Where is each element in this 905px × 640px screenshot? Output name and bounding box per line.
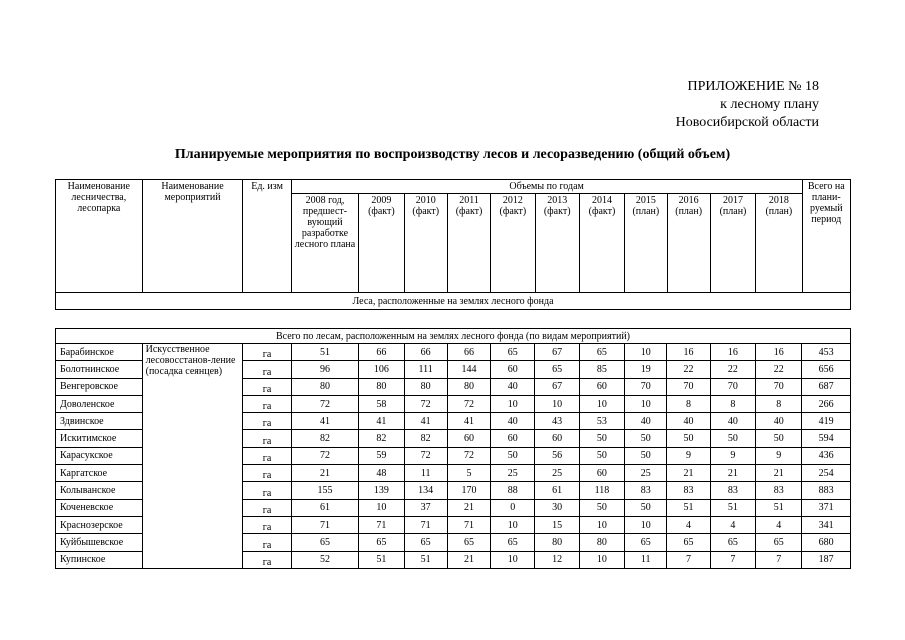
value-cell: 25 (625, 465, 667, 482)
forestry-name: Куйбышевское (56, 534, 143, 551)
value-cell: 67 (535, 378, 579, 395)
value-cell: 7 (710, 551, 755, 568)
table-row (56, 344, 851, 361)
value-cell: 58 (359, 395, 404, 412)
value-cell: 40 (491, 378, 535, 395)
header-year: 2016 (план) (667, 194, 710, 293)
value-cell: 22 (756, 361, 802, 378)
value-cell: 10 (579, 516, 624, 533)
value-cell: 61 (535, 482, 579, 499)
value-cell: 48 (359, 465, 404, 482)
appendix-ref: к лесному плану (720, 97, 819, 112)
section-total-label: Всего по лесам, расположенным на землях лесного фонда (по видам мероприятий) (56, 329, 851, 344)
value-cell: 111 (404, 361, 447, 378)
unit-cell: га (243, 499, 291, 516)
total-cell: 656 (802, 361, 851, 378)
header-year: 2014 (факт) (579, 194, 624, 293)
value-cell: 40 (710, 413, 755, 430)
value-cell: 10 (579, 551, 624, 568)
header-year: 2017 (план) (710, 194, 755, 293)
value-cell: 41 (291, 413, 358, 430)
value-cell: 80 (535, 534, 579, 551)
total-cell: 341 (802, 516, 851, 533)
value-cell: 51 (710, 499, 755, 516)
total-cell: 254 (802, 465, 851, 482)
total-cell: 594 (802, 430, 851, 447)
value-cell: 50 (491, 447, 535, 464)
value-cell: 53 (579, 413, 624, 430)
value-cell: 19 (625, 361, 667, 378)
unit-cell: га (243, 395, 291, 412)
value-cell: 21 (710, 465, 755, 482)
value-cell: 60 (447, 430, 490, 447)
value-cell: 60 (535, 430, 579, 447)
forestry-name: Каргатское (56, 465, 143, 482)
total-cell: 436 (802, 447, 851, 464)
value-cell: 9 (667, 447, 710, 464)
value-cell: 170 (447, 482, 490, 499)
header-row-top (56, 180, 851, 194)
unit-cell: га (243, 516, 291, 533)
value-cell: 65 (756, 534, 802, 551)
total-cell: 883 (802, 482, 851, 499)
value-cell: 11 (404, 465, 447, 482)
value-cell: 85 (579, 361, 624, 378)
value-cell: 106 (359, 361, 404, 378)
value-cell: 66 (359, 344, 404, 361)
value-cell: 65 (579, 344, 624, 361)
value-cell: 70 (710, 378, 755, 395)
value-cell: 21 (667, 465, 710, 482)
appendix-label (676, 78, 819, 132)
value-cell: 40 (756, 413, 802, 430)
value-cell: 80 (579, 534, 624, 551)
value-cell: 50 (579, 447, 624, 464)
page-title: Планируемые мероприятия по воспроизводству лесов и лесоразведению (общий объем) (174, 147, 731, 162)
total-cell: 187 (802, 551, 851, 568)
value-cell: 41 (447, 413, 490, 430)
value-cell: 82 (359, 430, 404, 447)
value-cell: 80 (447, 378, 490, 395)
value-cell: 50 (625, 430, 667, 447)
unit-cell: га (243, 361, 291, 378)
value-cell: 65 (535, 361, 579, 378)
value-cell: 80 (359, 378, 404, 395)
value-cell: 139 (359, 482, 404, 499)
value-cell: 66 (447, 344, 490, 361)
forestry-name: Колыванское (56, 482, 143, 499)
header-total: Всего на плани-руемый период (802, 180, 850, 293)
header-year: 2011 (факт) (447, 194, 490, 293)
value-cell: 71 (291, 516, 358, 533)
value-cell: 71 (359, 516, 404, 533)
unit-cell: га (243, 430, 291, 447)
value-cell: 50 (667, 430, 710, 447)
value-cell: 72 (447, 395, 490, 412)
value-cell: 80 (291, 378, 358, 395)
value-cell: 83 (710, 482, 755, 499)
value-cell: 10 (535, 395, 579, 412)
value-cell: 60 (491, 361, 535, 378)
header-unit: Ед. изм (243, 180, 291, 293)
value-cell: 51 (667, 499, 710, 516)
section-total-row (56, 329, 851, 344)
value-cell: 65 (404, 534, 447, 551)
total-cell: 687 (802, 378, 851, 395)
value-cell: 16 (756, 344, 802, 361)
header-activity: Наименование мероприятий (142, 180, 243, 293)
value-cell: 21 (447, 499, 490, 516)
value-cell: 40 (491, 413, 535, 430)
value-cell: 65 (359, 534, 404, 551)
header-year: 2008 год, предшест-вующий разработке лесного плана (291, 194, 359, 293)
value-cell: 72 (404, 447, 447, 464)
value-cell: 65 (625, 534, 667, 551)
total-cell: 266 (802, 395, 851, 412)
forestry-name: Барабинское (56, 344, 143, 361)
forestry-name: Краснозерское (56, 516, 143, 533)
value-cell: 10 (359, 499, 404, 516)
value-cell: 30 (535, 499, 579, 516)
header-forestry: Наименование лесничества, лесопарка (56, 180, 143, 293)
forestry-name: Купинское (56, 551, 143, 568)
value-cell: 8 (667, 395, 710, 412)
value-cell: 134 (404, 482, 447, 499)
forestry-name: Коченевское (56, 499, 143, 516)
value-cell: 65 (447, 534, 490, 551)
header-table (55, 179, 851, 310)
value-cell: 10 (491, 516, 535, 533)
value-cell: 96 (291, 361, 358, 378)
value-cell: 83 (756, 482, 802, 499)
unit-cell: га (243, 378, 291, 395)
value-cell: 60 (579, 465, 624, 482)
value-cell: 83 (625, 482, 667, 499)
value-cell: 61 (291, 499, 358, 516)
value-cell: 65 (710, 534, 755, 551)
value-cell: 10 (579, 395, 624, 412)
value-cell: 12 (535, 551, 579, 568)
value-cell: 37 (404, 499, 447, 516)
value-cell: 88 (491, 482, 535, 499)
header-year: 2012 (факт) (491, 194, 535, 293)
value-cell: 15 (535, 516, 579, 533)
total-cell: 371 (802, 499, 851, 516)
header-year: 2010 (факт) (404, 194, 447, 293)
value-cell: 41 (404, 413, 447, 430)
value-cell: 51 (291, 344, 358, 361)
value-cell: 70 (625, 378, 667, 395)
value-cell: 65 (291, 534, 358, 551)
value-cell: 59 (359, 447, 404, 464)
value-cell: 51 (359, 551, 404, 568)
value-cell: 10 (625, 516, 667, 533)
value-cell: 51 (756, 499, 802, 516)
unit-cell: га (243, 447, 291, 464)
forestry-name: Здвинское (56, 413, 143, 430)
value-cell: 40 (625, 413, 667, 430)
value-cell: 118 (579, 482, 624, 499)
value-cell: 7 (667, 551, 710, 568)
value-cell: 65 (491, 534, 535, 551)
value-cell: 7 (756, 551, 802, 568)
total-cell: 419 (802, 413, 851, 430)
header-volumes: Объемы по годам (291, 180, 802, 194)
unit-cell: га (243, 482, 291, 499)
value-cell: 70 (667, 378, 710, 395)
value-cell: 0 (491, 499, 535, 516)
value-cell: 50 (625, 499, 667, 516)
appendix-number: ПРИЛОЖЕНИЕ № 18 (687, 79, 819, 94)
value-cell: 71 (404, 516, 447, 533)
value-cell: 155 (291, 482, 358, 499)
forestry-name: Болотнинское (56, 361, 143, 378)
unit-cell: га (243, 534, 291, 551)
value-cell: 10 (491, 551, 535, 568)
value-cell: 66 (404, 344, 447, 361)
value-cell: 16 (710, 344, 755, 361)
value-cell: 25 (535, 465, 579, 482)
forestry-name: Искитимское (56, 430, 143, 447)
value-cell: 21 (291, 465, 358, 482)
value-cell: 65 (667, 534, 710, 551)
value-cell: 67 (535, 344, 579, 361)
value-cell: 72 (291, 395, 358, 412)
value-cell: 82 (291, 430, 358, 447)
forestry-name: Доволенское (56, 395, 143, 412)
value-cell: 51 (404, 551, 447, 568)
value-cell: 5 (447, 465, 490, 482)
unit-cell: га (243, 551, 291, 568)
value-cell: 56 (535, 447, 579, 464)
header-year: 2013 (факт) (535, 194, 579, 293)
value-cell: 21 (756, 465, 802, 482)
forestry-name: Венгеровское (56, 378, 143, 395)
value-cell: 22 (710, 361, 755, 378)
value-cell: 50 (579, 430, 624, 447)
value-cell: 10 (625, 395, 667, 412)
value-cell: 4 (710, 516, 755, 533)
header-year: 2015 (план) (625, 194, 667, 293)
value-cell: 144 (447, 361, 490, 378)
value-cell: 16 (667, 344, 710, 361)
activity-name: Искусственное лесовосстанов-ление (посадка сеянцев) (142, 344, 243, 569)
value-cell: 83 (667, 482, 710, 499)
value-cell: 52 (291, 551, 358, 568)
value-cell: 71 (447, 516, 490, 533)
value-cell: 43 (535, 413, 579, 430)
value-cell: 72 (447, 447, 490, 464)
unit-cell: га (243, 465, 291, 482)
value-cell: 9 (756, 447, 802, 464)
value-cell: 41 (359, 413, 404, 430)
section-row (56, 293, 851, 310)
value-cell: 60 (579, 378, 624, 395)
value-cell: 10 (491, 395, 535, 412)
section-forest-label: Леса, расположенные на землях лесного фонда (56, 293, 851, 310)
value-cell: 4 (667, 516, 710, 533)
value-cell: 25 (491, 465, 535, 482)
unit-cell: га (243, 344, 291, 361)
value-cell: 50 (756, 430, 802, 447)
value-cell: 72 (404, 395, 447, 412)
header-year: 2009 (факт) (359, 194, 404, 293)
value-cell: 50 (579, 499, 624, 516)
value-cell: 70 (756, 378, 802, 395)
value-cell: 50 (625, 447, 667, 464)
value-cell: 22 (667, 361, 710, 378)
total-cell: 453 (802, 344, 851, 361)
value-cell: 50 (710, 430, 755, 447)
appendix-region: Новосибирской области (675, 115, 819, 130)
value-cell: 4 (756, 516, 802, 533)
value-cell: 11 (625, 551, 667, 568)
value-cell: 80 (404, 378, 447, 395)
unit-cell: га (243, 413, 291, 430)
value-cell: 9 (710, 447, 755, 464)
value-cell: 21 (447, 551, 490, 568)
value-cell: 82 (404, 430, 447, 447)
value-cell: 8 (756, 395, 802, 412)
value-cell: 10 (625, 344, 667, 361)
value-cell: 8 (710, 395, 755, 412)
header-year: 2018 (план) (756, 194, 802, 293)
value-cell: 60 (491, 430, 535, 447)
total-cell: 680 (802, 534, 851, 551)
value-cell: 40 (667, 413, 710, 430)
forestry-name: Карасукское (56, 447, 143, 464)
value-cell: 72 (291, 447, 358, 464)
value-cell: 65 (491, 344, 535, 361)
data-table (55, 328, 851, 569)
